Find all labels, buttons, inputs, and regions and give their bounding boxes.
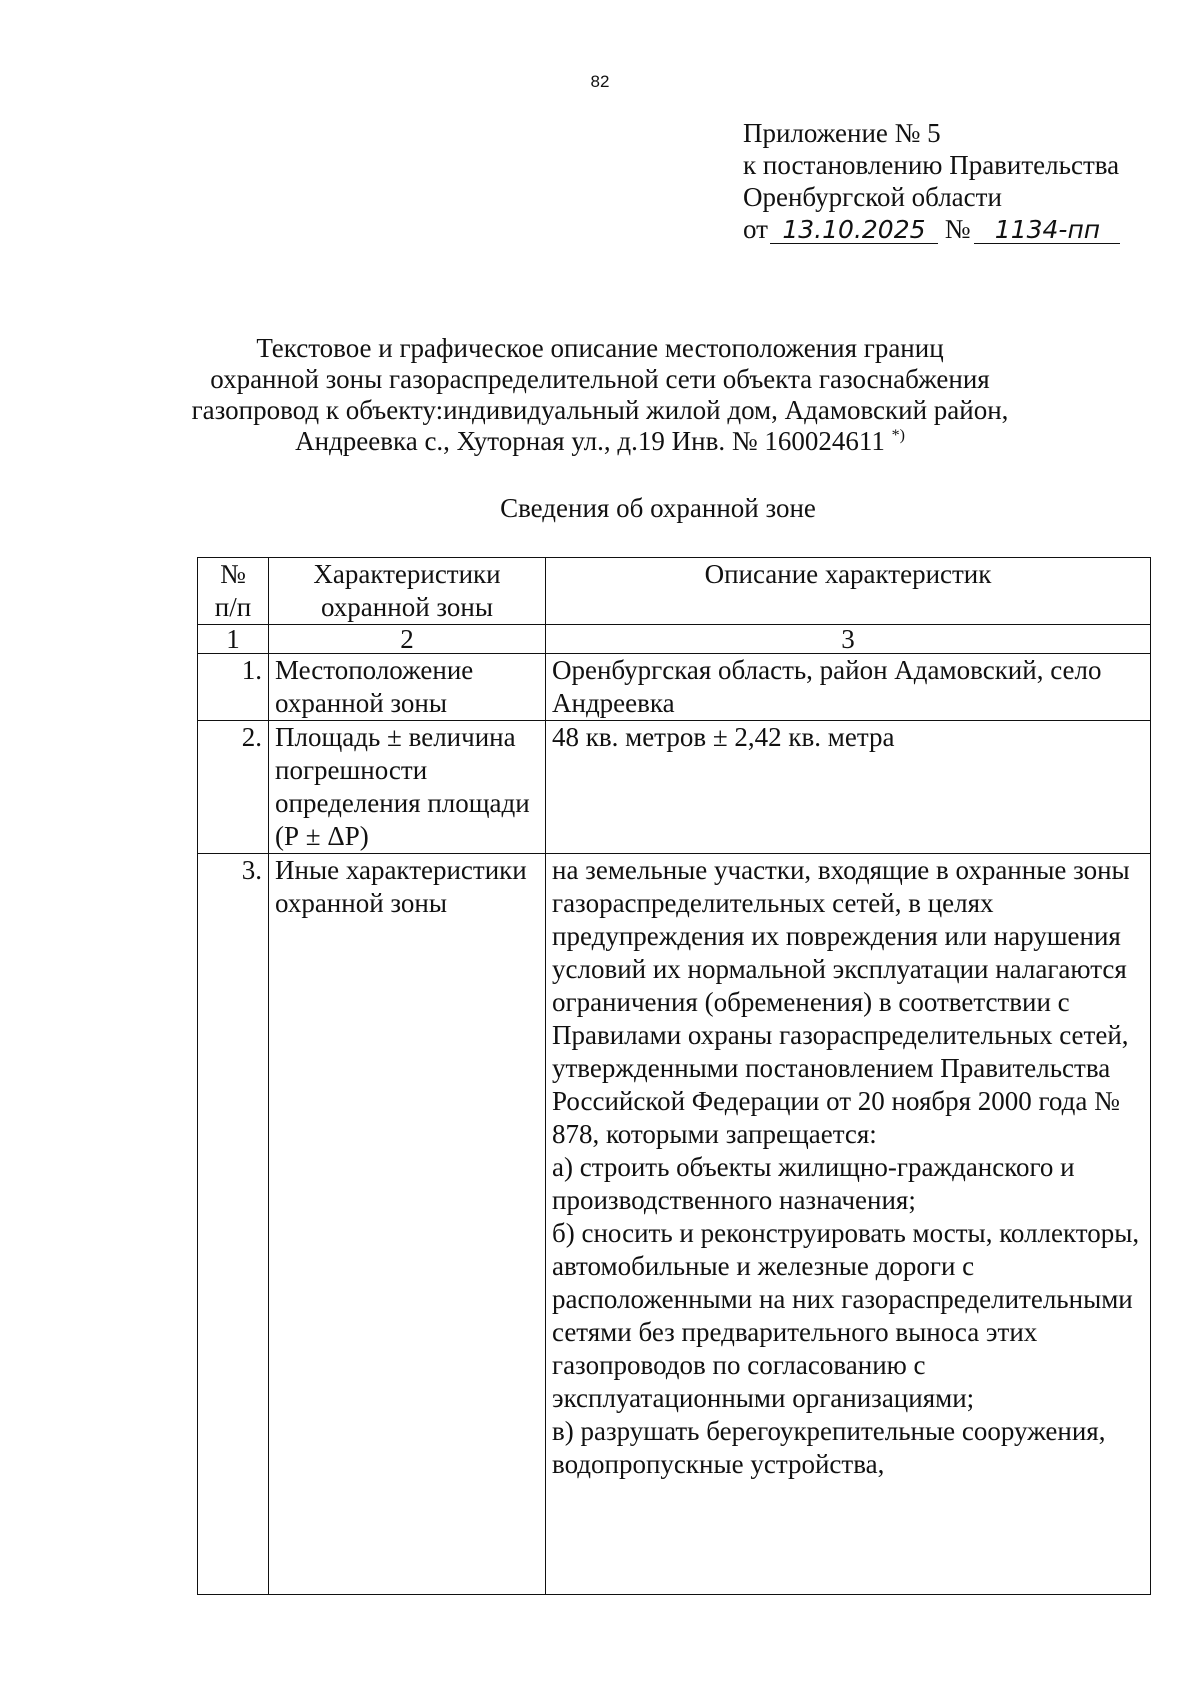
header-number-line-2: п/п xyxy=(214,592,252,622)
description-paragraph: 48 кв. метров ± 2,42 кв. метра xyxy=(552,722,895,752)
header-cell-characteristic xyxy=(269,558,546,625)
row-characteristic: Иные характеристики охранной зоны xyxy=(269,854,546,1595)
footnote-mark: *) xyxy=(891,427,905,444)
row-description xyxy=(546,854,1151,1595)
title-line-3: газопровод к объекту:индивидуальный жилой дом, Адамовский район, xyxy=(191,395,1009,425)
title-line-4 xyxy=(0,426,1200,457)
header-characteristic-line-1: Характеристики xyxy=(313,559,501,589)
number-label: № xyxy=(944,214,971,244)
document-title xyxy=(0,333,1200,457)
appendix-line-1: Приложение № 5 xyxy=(743,118,941,148)
protection-zone-table xyxy=(197,557,1151,1595)
page-number: 82 xyxy=(590,72,610,91)
description-item-a: а) строить объекты жилищно-гражданского и производственного назначения; xyxy=(552,1152,1075,1215)
header-cell-number xyxy=(198,558,269,625)
description-paragraph: на земельные участки, входящие в охранные зоны газораспределительных сетей, в целях предупреждения их повреждения или нарушения условий их нормальной эксплуатации налагаются ограничения (обременения) в соответствии с Правилами охраны газораспределительных сетей, утвержденными постановлением Правительства Российской Федерации от 20 ноября 2000 года № 878, которыми запрещается: xyxy=(552,855,1130,1149)
row-number: 2. xyxy=(198,721,269,854)
table-column-numbers-row xyxy=(198,625,1151,654)
table-header-row xyxy=(198,558,1151,625)
title-line-2: охранной зоны газораспределительной сети объекта газоснабжения xyxy=(210,364,990,394)
title-line-1: Текстовое и графическое описание местоположения границ xyxy=(256,333,944,363)
description-item-c: в) разрушать берегоукрепительные сооружения, водопропускные устройства, xyxy=(552,1416,1106,1479)
row-number: 3. xyxy=(198,854,269,1595)
handwritten-number: 1134-пп xyxy=(974,217,1120,244)
row-description xyxy=(546,654,1151,721)
column-number-1: 1 xyxy=(198,625,269,654)
subtitle-text: Сведения об охранной зоне xyxy=(500,493,816,523)
handwritten-date: 13.10.2025 xyxy=(770,217,938,244)
section-subtitle xyxy=(0,493,1200,524)
header-cell-description xyxy=(546,558,1151,625)
table-row xyxy=(198,654,1151,721)
appendix-line-3: Оренбургской области xyxy=(743,182,1002,212)
table-row xyxy=(198,721,1151,854)
row-characteristic: Местоположение охранной зоны xyxy=(269,654,546,721)
header-description-line-1: Описание характеристик xyxy=(704,559,992,589)
appendix-date-line xyxy=(743,213,1120,245)
column-number-2: 2 xyxy=(269,625,546,654)
table-row xyxy=(198,854,1151,1595)
row-description xyxy=(546,721,1151,854)
description-item-b: б) сносить и реконструировать мосты, коллекторы, автомобильные и железные дороги с расположенными на них газораспределительными сетями без предварительного выноса этих газопроводов по согласованию с эксплуатационными организациями; xyxy=(552,1218,1140,1413)
header-characteristic-line-2: охранной зоны xyxy=(320,592,493,622)
row-number: 1. xyxy=(198,654,269,721)
description-paragraph: Оренбургская область, район Адамовский, село Андреевка xyxy=(552,655,1102,718)
title-line-4-text: Андреевка с., Хуторная ул., д.19 Инв. № 160024611 xyxy=(295,426,885,456)
appendix-block xyxy=(743,117,1120,245)
row-characteristic: Площадь ± величина погрешности определения площади (Р ± ΔР) xyxy=(269,721,546,854)
column-number-3: 3 xyxy=(546,625,1151,654)
appendix-line-2: к постановлению Правительства xyxy=(743,150,1120,180)
header-number-line-1: № xyxy=(220,559,246,589)
from-label: от xyxy=(743,214,768,244)
